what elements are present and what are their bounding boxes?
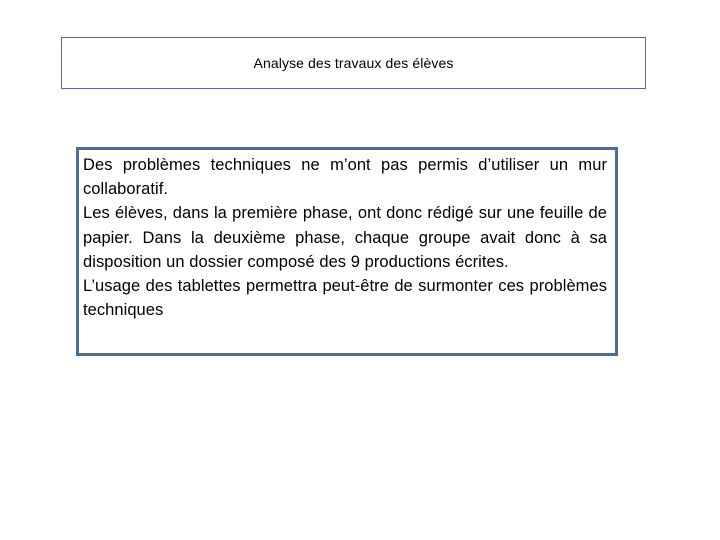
paragraph-student-work: Les élèves, dans la première phase, ont donc rédigé sur une feuille de papier. Dans la deuxième phase, chaque groupe avait donc à sa disposition un dossier composé des 9 productions écrites. <box>83 204 607 271</box>
slide-title: Analyse des travaux des élèves <box>253 55 454 71</box>
title-box <box>61 37 646 89</box>
paragraph-tablets: L’usage des tablettes permettra peut-être de surmonter ces problèmes techniques <box>83 277 607 320</box>
paragraph-technical-problems: Des problèmes techniques ne m’ont pas permis d’utiliser un mur collaboratif. <box>83 156 607 199</box>
body-text-box <box>76 147 618 356</box>
